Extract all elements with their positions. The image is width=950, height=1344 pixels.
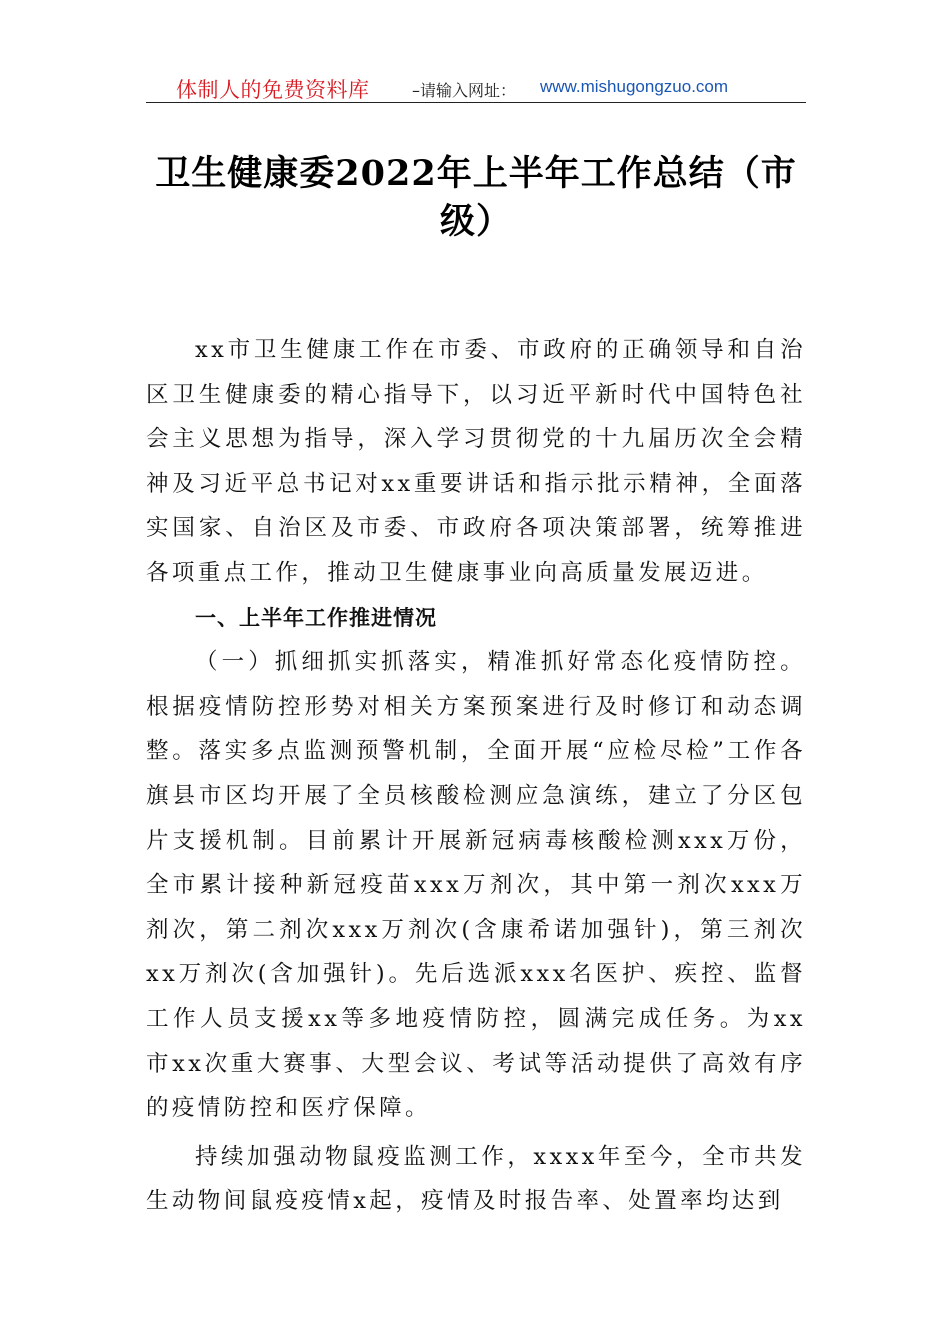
header-brand: 体制人的免费资料库: [176, 78, 370, 102]
section-heading: 一、上半年工作推进情况: [195, 605, 437, 630]
document-body: [146, 328, 806, 1224]
header-prompt: –请输入网址：: [412, 81, 517, 100]
intro-paragraph: xx市卫生健康工作在市委、市政府的正确领导和自治区卫生健康委的精心指导下，以习近平新时代中国特色社会主义思想为指导，深入学习贯彻党的十九届历次全会精神及习近平总书记对xx重要讲话和指示批示精神，全面落实国家、自治区及市委、市政府各项决策部署，统筹推进各项重点工作，推动卫生健康事业向高质量发展迈进。: [146, 337, 806, 586]
document-title: 卫生健康委2022年上半年工作总结（市级）: [155, 153, 797, 242]
page-header: [146, 72, 806, 102]
subsection-paragraph: （一）抓细抓实抓落实，精准抓好常态化疫情防控。根据疫情防控形势对相关方案预案进行及时修订和动态调整。落实多点监测预警机制，全面开展“应检尽检”工作各旗县市区均开展了全员核酸检测应急演练，建立了分区包片支援机制。目前累计开展新冠病毒核酸检测xxx万份，全市累计接种新冠疫苗xxx万剂次，其中第一剂次xxx万剂次，第二剂次xxx万剂次(含康希诺加强针)，第三剂次xx万剂次(含加强针)。先后选派xxx名医护、疾控、监督工作人员支援xx等多地疫情防控，圆满完成任务。为xx市xx次重大赛事、大型会议、考试等活动提供了高效有序的疫情防控和医疗保障。: [146, 649, 806, 1122]
header-divider: [146, 102, 806, 103]
header-url-link[interactable]: www.mishugongzuo.com: [540, 77, 729, 96]
body-paragraph: 持续加强动物鼠疫监测工作，xxxx年至今，全市共发生动物间鼠疫疫情x起，疫情及时报告率、处置率均达到: [146, 1143, 806, 1215]
